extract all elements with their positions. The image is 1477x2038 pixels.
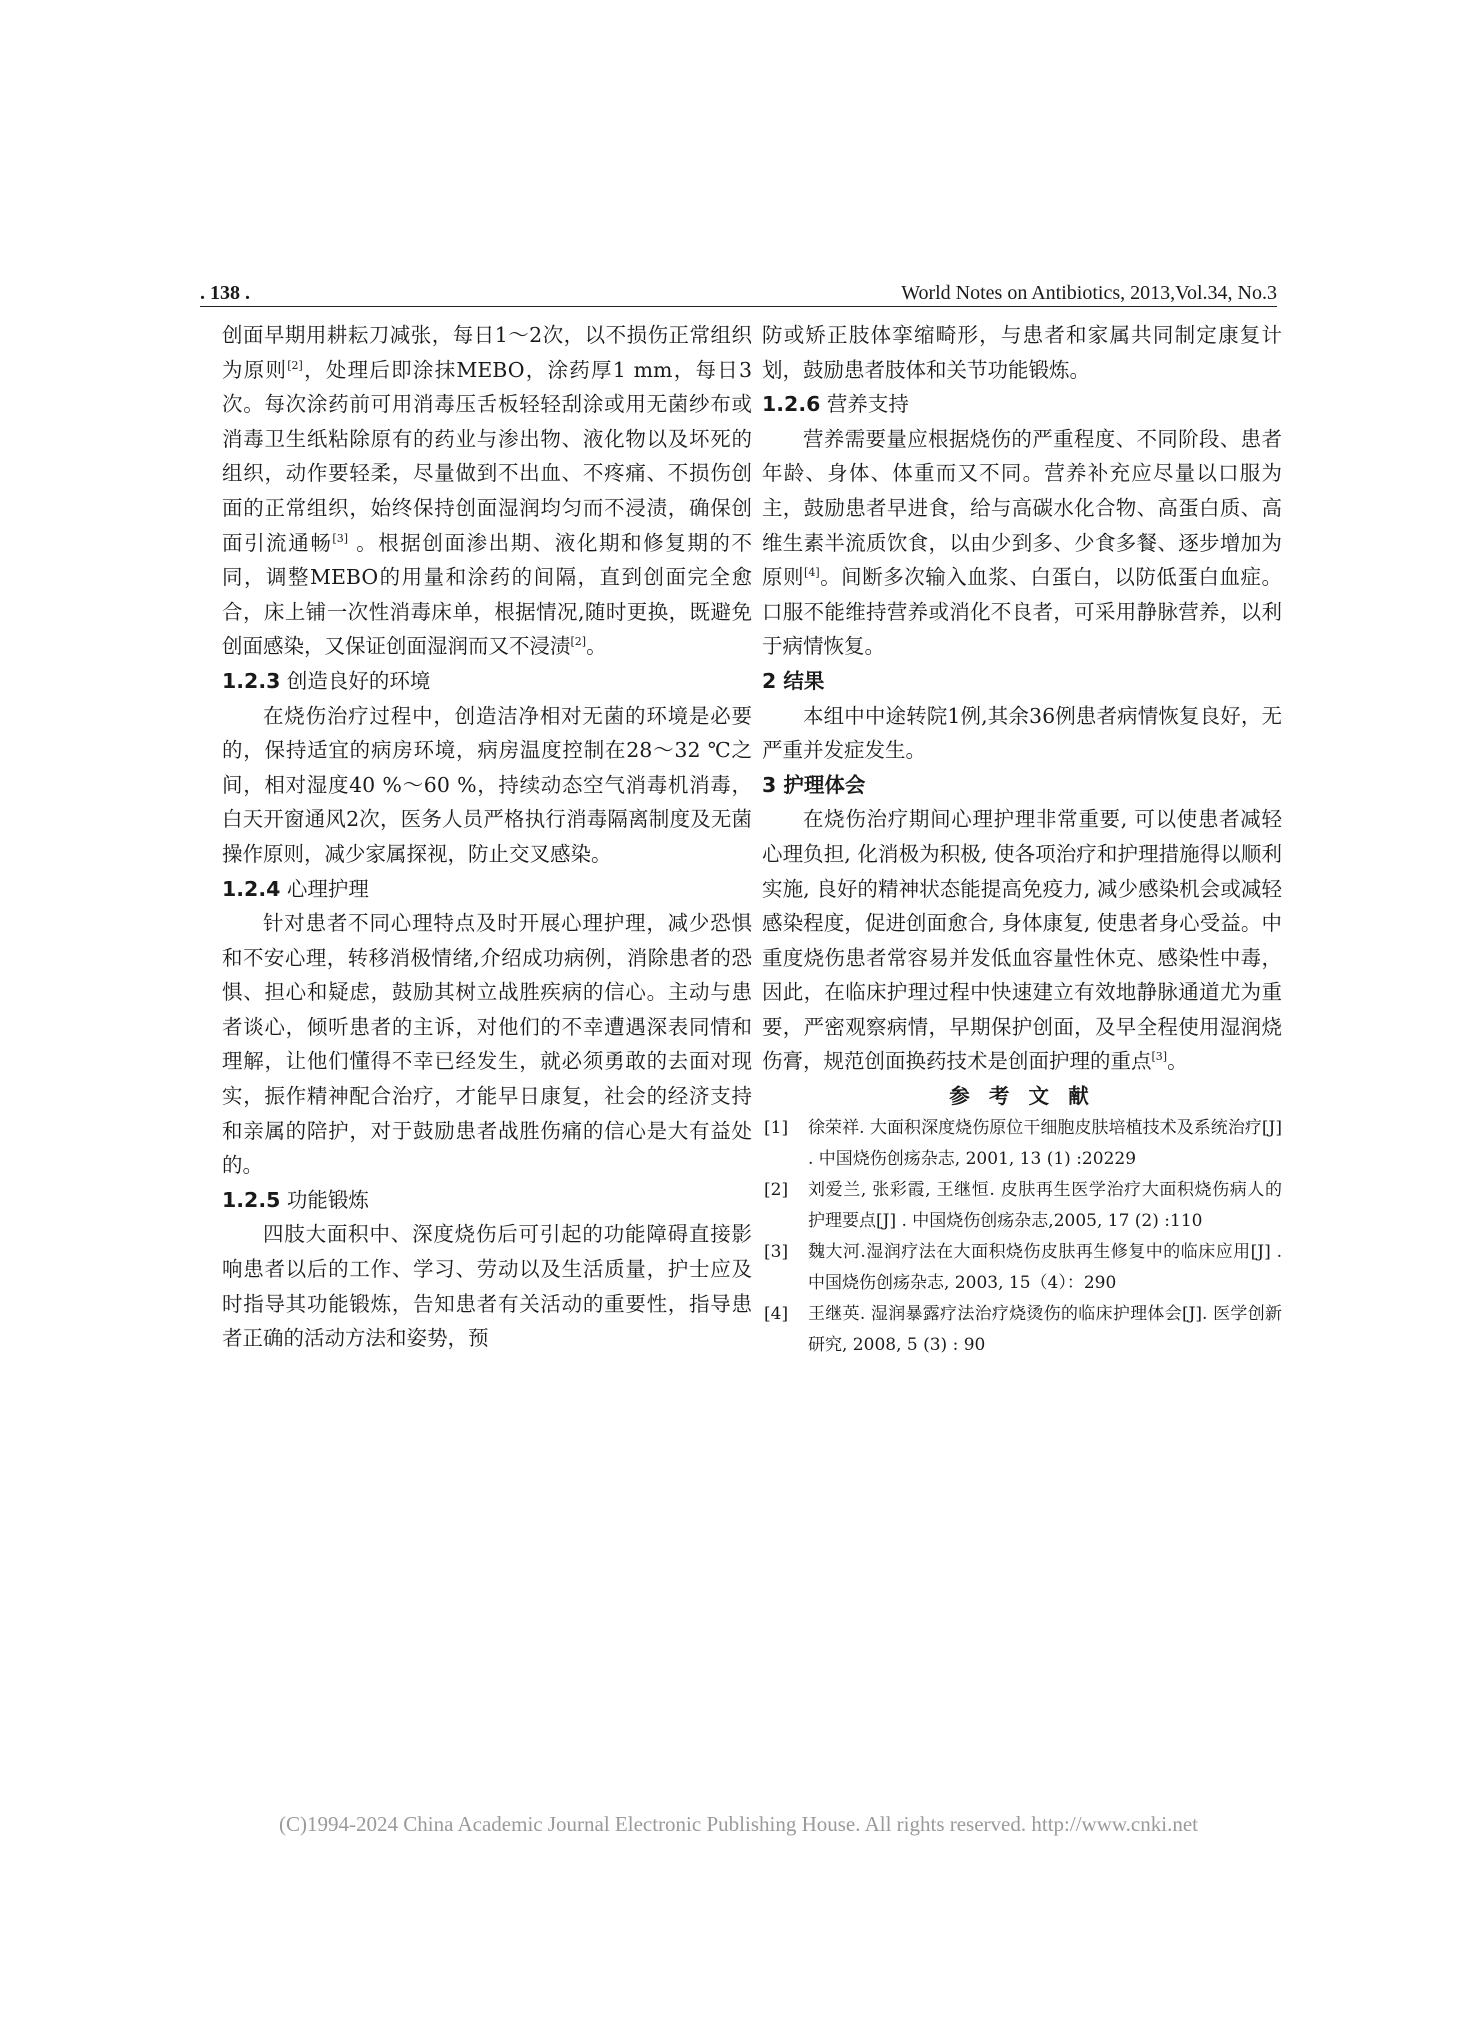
section-title: 功能锻炼 [280,1187,369,1212]
section-number: 1.2.3 [222,668,281,693]
section-heading-results: 2 结果 [762,668,825,693]
reference-text: 魏大河.湿润疗法在大面积烧伤皮肤再生修复中的临床应用[J] .中国烧伤创疡杂志, 2003, 15（4）：290 [808,1242,1282,1294]
section-title: 营养支持 [820,392,909,417]
section-number: 1.2.5 [222,1187,281,1212]
text: 。根据创面渗出期、液化期和修复期的不同，调整MEBO的用量和涂药的间隔，直到创面完全愈合，床上铺一次性消毒床单，根据情况,随时更换，既避免创面感染，又保证创面湿润而又不浸渍 [222,530,753,659]
section-title: 心理护理 [280,876,369,901]
text: 在烧伤治疗期间心理护理非常重要, 可以使患者减轻心理负担, 化消极为积极, 使各项治疗和护理措施得以顺利实施, 良好的精神状态能提高免疫力, 减少感染机会或减轻感染程度，促进创面愈合, 身体康复, 使患者身心受益。中重度烧伤患者常容易并发低血容量性休克、感染性中毒，因此，在临床护理过程中快速建立有效地静脉通道尤为重要，严密观察病情，早期保护创面，及早全程使用湿润烧伤膏，规范创面换药技术是创面护理的重点 [762,807,1282,1074]
page-number: . 138 . [200,282,250,304]
citation: [2] [287,358,303,372]
citation: [4] [804,566,820,580]
section-heading-1-2-6 [762,387,1282,422]
section-heading-1-2-4 [222,872,752,907]
copyright-footer: (C)1994-2024 China Academic Journal Electronic Publishing House. All rights reserved. http://www.cnki.net [279,1812,1198,1836]
citation: [3] [332,531,349,545]
citation: [2] [570,635,587,649]
left-column [222,318,752,1356]
reference-number: [3] [764,1242,789,1263]
section-heading-1-2-5 [222,1183,752,1218]
paragraph-psychological: 针对患者不同心理特点及时开展心理护理，减少恐惧和不安心理，转移消极情绪,介绍成功病例，消除患者的恐惧、担心和疑虑，鼓励其树立战胜疾病的信心。主动与患者谈心，倾听患者的主诉，对他们的不幸遭遇深表同情和理解，让他们懂得不幸已经发生，就必须勇敢的去面对现实，振作精神配合治疗，才能早日康复，社会的经济支持和亲属的陪护，对于鼓励患者战胜伤痛的信心是大有益处的。 [222,911,752,1178]
text: 营养需要量应根据烧伤的严重程度、不同阶段、患者年龄、身体、体重而又不同。营养补充应尽量以口服为主，鼓励患者早进食，给与高碳水化合物、高蛋白质、高维生素半流质饮食，以由少到多、少食多餐、逐步增加为原则 [762,426,1282,590]
paragraph-nursing [762,802,1282,1079]
section-number: 1.2.4 [222,876,281,901]
paragraph-results: 本组中中途转院1例,其余36例患者病情恢复良好，无严重并发症发生。 [762,703,1282,763]
reference-item [762,1175,1282,1237]
reference-number: [1] [764,1118,789,1139]
text: 。 [586,634,607,659]
citation: [3] [1151,1050,1168,1064]
text: 。间断多次输入血浆、白蛋白，以防低蛋白血症。口服不能维持营养或消化不良者，可采用静脉营养，以利于病情恢复。 [762,565,1283,659]
section-heading-nursing: 3 护理体会 [762,772,866,797]
text: 创面早期用耕耘刀减张，每日1～2次，以不损伤正常组织为原则 [222,323,752,382]
reference-text: 王继英. 湿润暴露疗法治疗烧烫伤的临床护理体会[J]. 医学创新研究, 2008, 5 (3) : 90 [808,1304,1282,1356]
references-heading: 参 考 文 献 [949,1084,1095,1109]
reference-item [762,1237,1282,1299]
paragraph-exercise-continued: 防或矫正肢体挛缩畸形，与患者和家属共同制定康复计划，鼓励患者肢体和关节功能锻炼。 [762,323,1282,382]
text: 。 [1167,1049,1188,1074]
reference-text: 徐荣祥. 大面积深度烧伤原位干细胞皮肤培植技术及系统治疗[J] . 中国烧伤创疡杂志, 2001, 13 (1) :20229 [808,1118,1282,1170]
reference-item [762,1299,1282,1361]
paragraph-exercise: 四肢大面积中、深度烧伤后可引起的功能障碍直接影响患者以后的工作、学习、劳动以及生活质量，护士应及时指导其功能锻炼，告知患者有关活动的重要性，指导患者正确的活动方法和姿势，预 [222,1222,752,1351]
text: ，处理后即涂抹MEBO，涂药厚1 mm，每日3 次。每次涂药前可用消毒压舌板轻轻刮涂或用无菌纱布或消毒卫生纸粘除原有的药业与渗出物、液化物以及坏死的组织，动作要轻柔，尽量做到不出血、不疼痛、不损伤创面的正常组织，始终保持创面湿润均匀而不浸渍，确保创面引流通畅 [222,357,753,555]
header-rule [200,306,1277,307]
paragraph-wound-care [222,318,752,664]
journal-citation: World Notes on Antibiotics, 2013,Vol.34, No.3 [901,282,1277,304]
reference-number: [2] [764,1180,789,1201]
paragraph-nutrition [762,422,1282,664]
paragraph-environment: 在烧伤治疗过程中，创造洁净相对无菌的环境是必要的，保持适宜的病房环境，病房温度控制在28～32 ℃之间，相对湿度40 %～60 %，持续动态空气消毒机消毒，白天开窗通风2次，医务人员严格执行消毒隔离制度及无菌操作原则，减少家属探视，防止交叉感染。 [222,703,752,866]
section-heading-1-2-3 [222,664,752,699]
section-title: 创造良好的环境 [280,668,431,693]
reference-text: 刘爱兰, 张彩霞, 王继恒. 皮肤再生医学治疗大面积烧伤病人的护理要点[J] . 中国烧伤创疡杂志,2005, 17 (2) :110 [808,1180,1282,1232]
section-number: 1.2.6 [762,392,821,417]
reference-number: [4] [764,1304,789,1325]
reference-item [762,1113,1282,1175]
right-column [762,318,1282,1361]
running-header [200,278,1277,308]
